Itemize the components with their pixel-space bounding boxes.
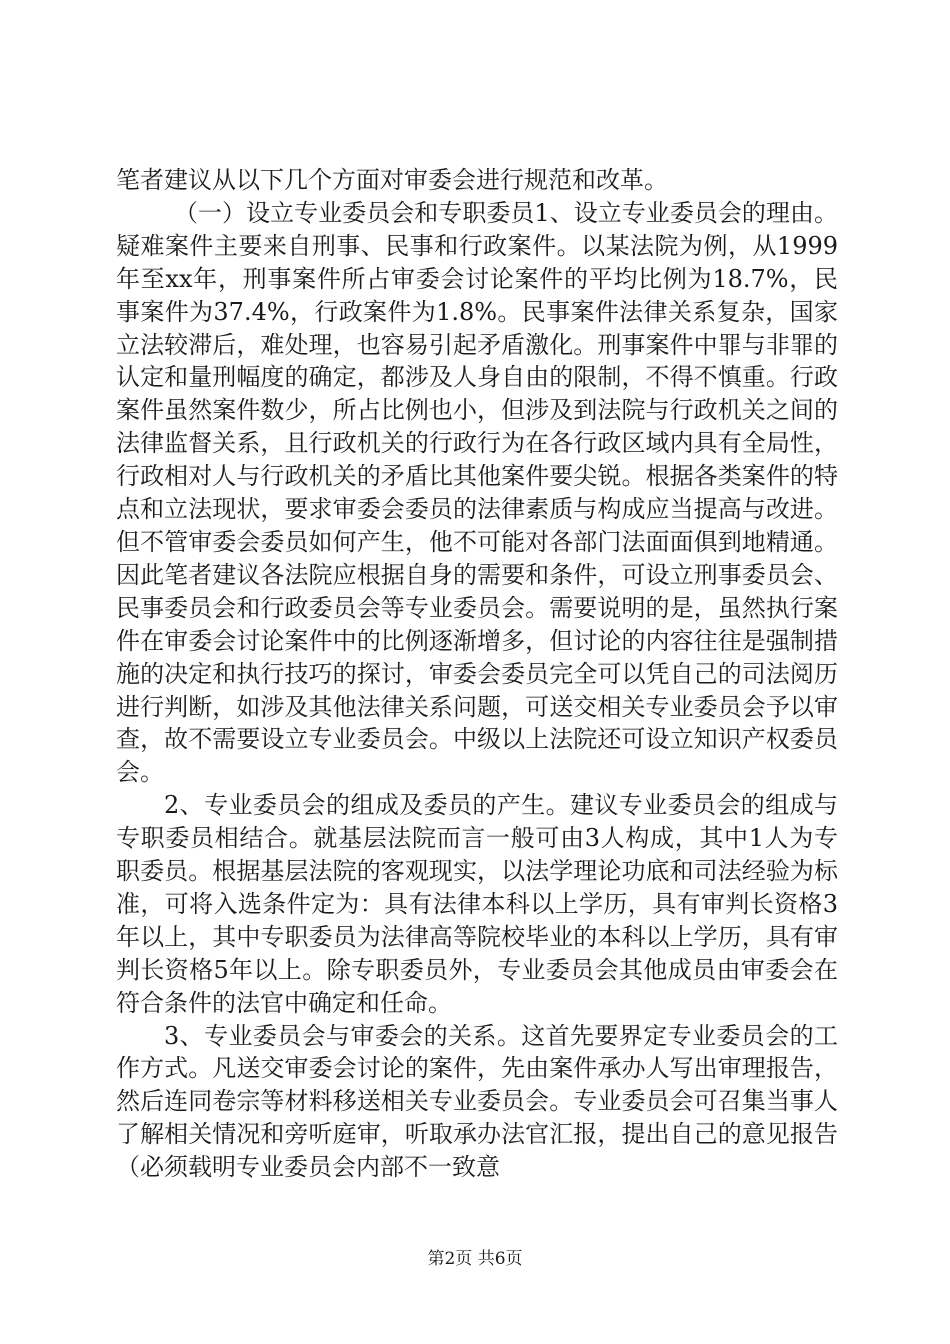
- paragraph-intro: 笔者建议从以下几个方面对审委会进行规范和改革。: [116, 166, 668, 194]
- paragraph-item-two: 2、专业委员会的组成及委员的产生。建议专业委员会的组成与专职委员相结合。就基层法院而言一般可由3人构成，其中1人为专职委员。根据基层法院的客观现实，以法学理论功底和司法经验为标准，可将入选条件定为：具有法律本科以上学历，具有审判长资格3年以上，其中专职委员为法律高等院校毕业的本科以上学历，具有审判长资格5年以上。除专职委员外，专业委员会其他成员由审委会在符合条件的法官中确定和任命。: [116, 791, 838, 1017]
- page-footer: 第2页 共6页: [427, 1249, 523, 1269]
- paragraph-section-one: （一）设立专业委员会和专职委员1、设立专业委员会的理由。疑难案件主要来自刑事、民事和行政案件。以某法院为例，从1999年至xx年，刑事案件所占审委会讨论案件的平均比例为18.7%，民事案件为37.4%，行政案件为1.8%。民事案件法律关系复杂，国家立法较滞后，难处理，也容易引起矛盾激化。刑事案件中罪与非罪的认定和量刑幅度的确定，都涉及人身自由的限制，不得不慎重。行政案件虽然案件数少，所占比例也小，但涉及到法院与行政机关之间的法律监督关系，且行政机关的行政行为在各行政区域内具有全局性，行政相对人与行政机关的矛盾比其他案件要尖锐。根据各类案件的特点和立法现状，要求审委会委员的法律素质与构成应当提高与改进。但不管审委会委员如何产生，他不可能对各部门法面面俱到地精通。因此笔者建议各法院应根据自身的需要和条件，可设立刑事委员会、民事委员会和行政委员会等专业委员会。需要说明的是，虽然执行案件在审委会讨论案件中的比例逐渐增多，但讨论的内容往往是强制措施的决定和执行技巧的探讨，审委会委员完全可以凭自己的司法阅历进行判断，如涉及其他法律关系问题，可送交相关专业委员会予以审查，故不需要设立专业委员会。中级以上法院还可设立知识产权委员会。: [116, 198, 838, 787]
- document-body: [116, 164, 838, 1184]
- paragraph-item-three: 3、专业委员会与审委会的关系。这首先要界定专业委员会的工作方式。凡送交审委会讨论的案件，先由案件承办人写出审理报告，然后连同卷宗等材料移送相关专业委员会。专业委员会可召集当事人了解相关情况和旁听庭审，听取承办法官汇报，提出自己的意见报告（必须载明专业委员会内部不一致意: [116, 1021, 838, 1182]
